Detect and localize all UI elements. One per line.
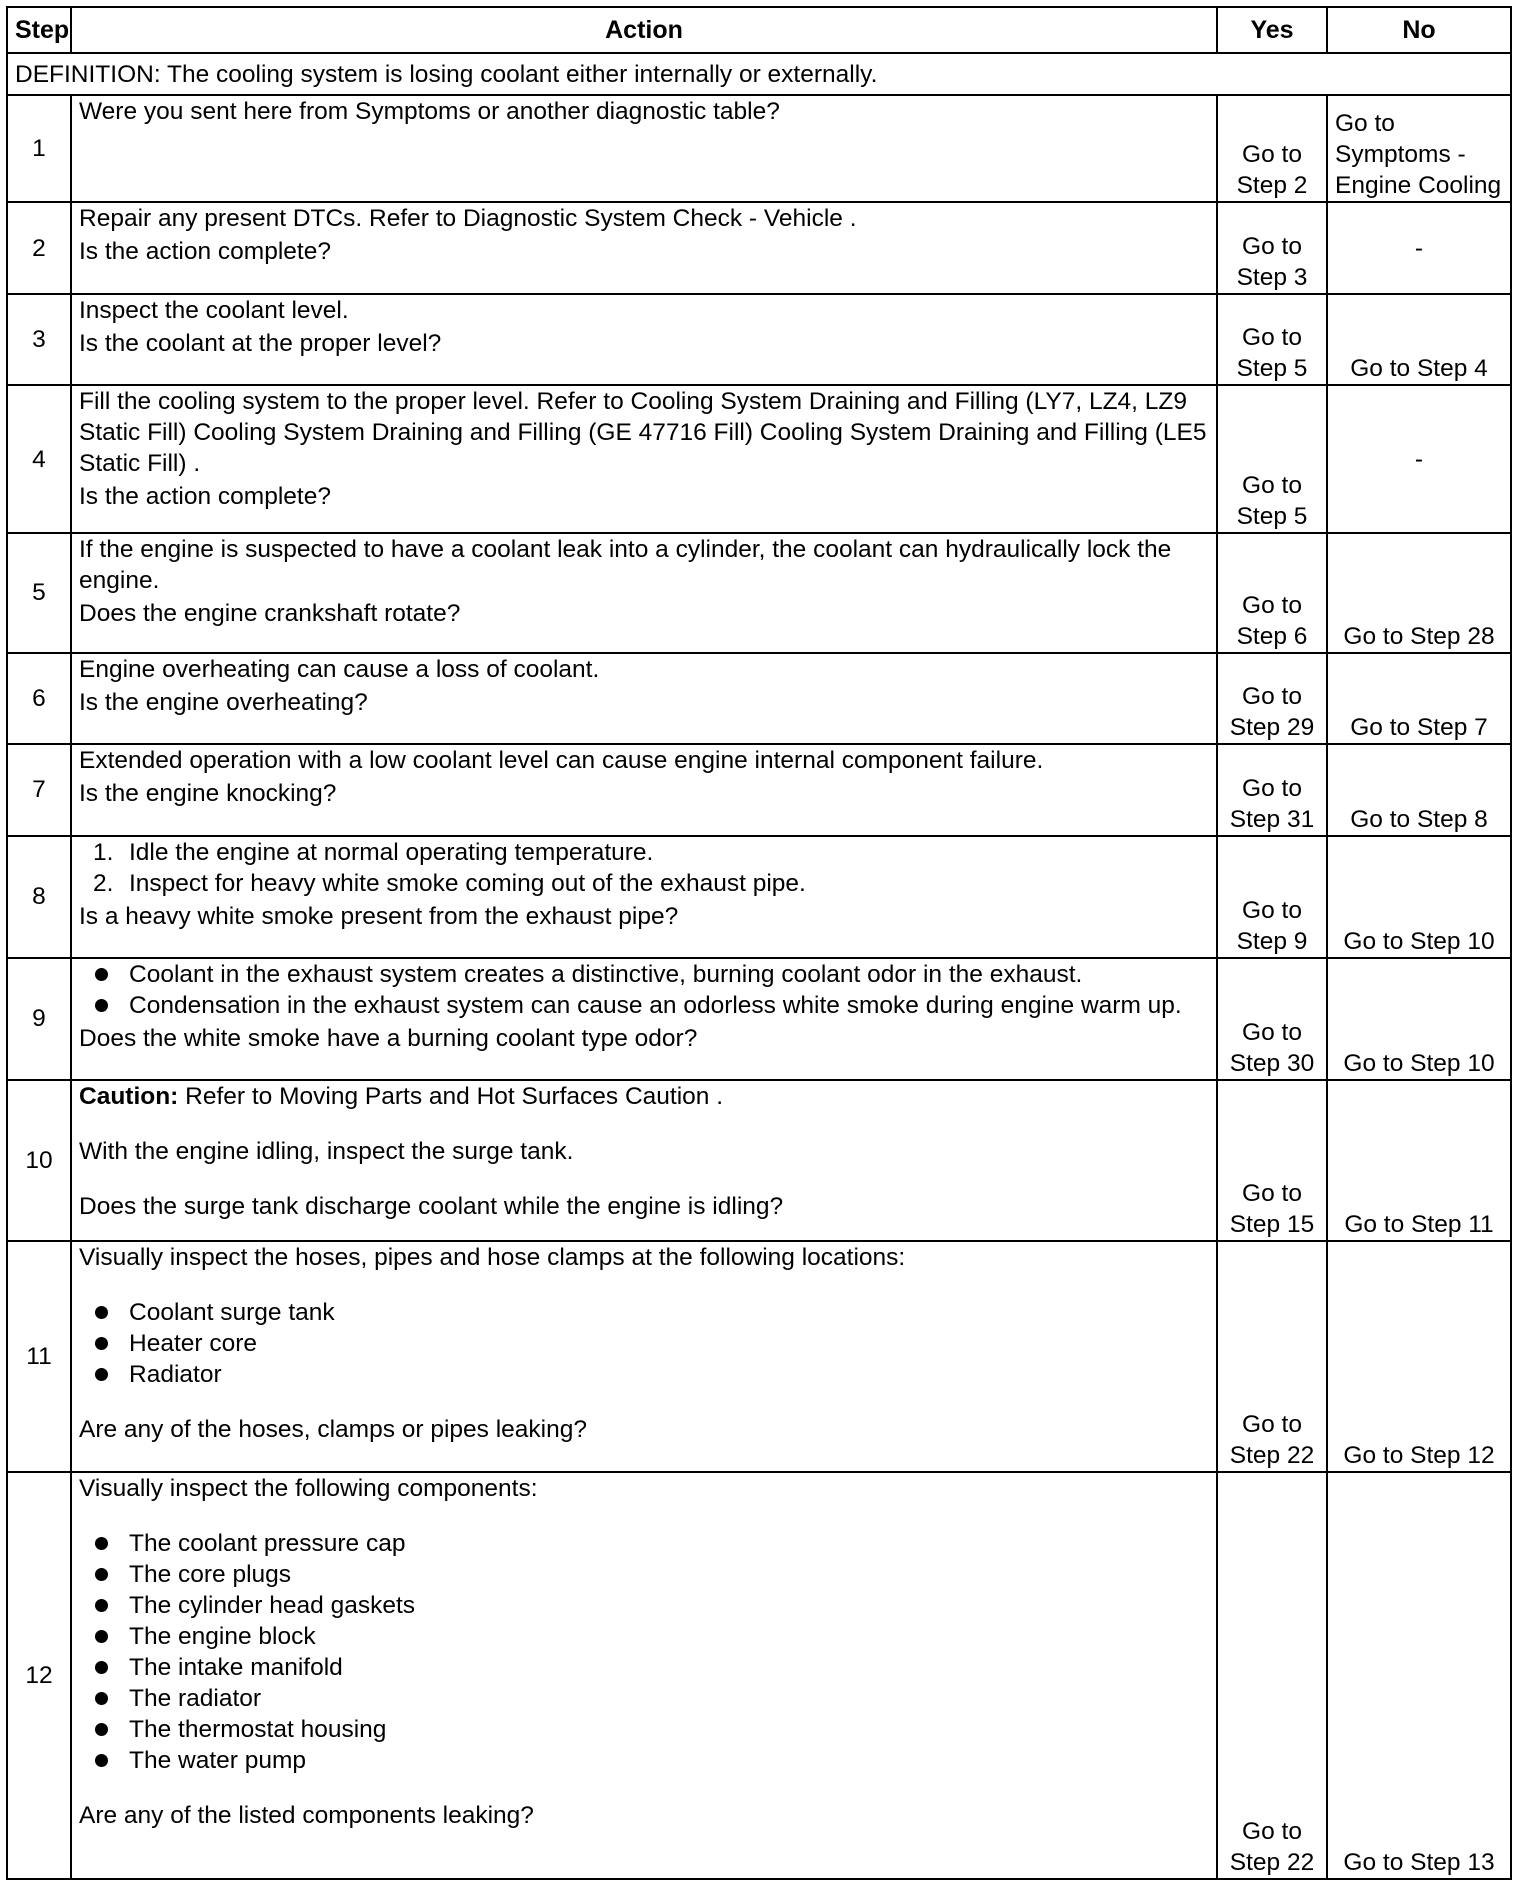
- no-cell: [1327, 653, 1511, 744]
- yes-text: Step 5: [1236, 355, 1308, 383]
- yes-cell: [1217, 836, 1327, 958]
- bullet-icon: [95, 1337, 108, 1350]
- list-number-1: 1.: [93, 838, 114, 866]
- step-number: 7: [7, 744, 71, 835]
- no-text: -: [1414, 445, 1424, 473]
- yes-text: Go to: [1242, 1411, 1302, 1439]
- yes-text: Step 31: [1229, 805, 1315, 833]
- bullet-icon: [95, 1368, 108, 1381]
- action-question: Is the action complete?: [79, 238, 331, 266]
- list-item: 2. Inspect for heavy white smoke coming out of the exhaust pipe.: [93, 869, 806, 897]
- table-row: [7, 1080, 1511, 1241]
- yes-text: Go to: [1242, 1180, 1302, 1208]
- yes-text: Step 15: [1229, 1211, 1315, 1239]
- yes-text: Step 9: [1236, 927, 1308, 955]
- definition-row: [7, 53, 1511, 95]
- yes-cell: [1217, 958, 1327, 1080]
- list-item: 1. Idle the engine at normal operating temperature.: [93, 838, 654, 866]
- list-item: The water pump: [79, 1745, 1209, 1776]
- step-number: 10: [7, 1080, 71, 1241]
- table-row: [7, 744, 1511, 835]
- step-number: 11: [7, 1241, 71, 1472]
- yes-text: Go to: [1242, 683, 1302, 711]
- no-text: Go to: [1335, 110, 1395, 138]
- table-row: [7, 836, 1511, 958]
- no-text: Go to Step 10: [1343, 1049, 1495, 1077]
- no-text: -: [1414, 234, 1424, 262]
- action-text: With the engine idling, inspect the surge tank.: [79, 1137, 574, 1165]
- yes-text: Go to: [1242, 774, 1302, 802]
- header-no: No: [1327, 7, 1511, 53]
- no-text: Go to Step 11: [1344, 1211, 1494, 1239]
- action-text: Inspect the coolant level.: [79, 296, 349, 324]
- no-text: Go to Step 13: [1343, 1849, 1495, 1876]
- no-cell: [1327, 202, 1511, 293]
- yes-cell: [1217, 1080, 1327, 1241]
- action-text: Visually inspect the hoses, pipes and hose clamps at the following locations:: [79, 1244, 906, 1272]
- action-question: Does the white smoke have a burning coolant type odor?: [79, 1024, 698, 1052]
- yes-text: Step 30: [1229, 1049, 1315, 1077]
- bullet-icon: [95, 1599, 108, 1612]
- action-text: Extended operation with a low coolant level can cause engine internal component failure.: [79, 747, 1044, 775]
- no-cell: [1327, 385, 1511, 533]
- yes-text: Step 29: [1229, 714, 1315, 742]
- yes-text: Step 22: [1229, 1849, 1315, 1876]
- yes-text: Go to: [1242, 1818, 1302, 1845]
- header-step: Step: [7, 7, 71, 53]
- yes-text: Go to: [1242, 472, 1302, 500]
- action-cell: [71, 958, 1217, 1080]
- list-item: The radiator: [79, 1683, 1209, 1714]
- step-number: 1: [7, 95, 71, 202]
- table-row: [7, 1241, 1511, 1472]
- action-question: Does the engine crankshaft rotate?: [79, 600, 461, 628]
- action-question: Are any of the listed components leaking?: [79, 1802, 534, 1830]
- action-text: Engine overheating can cause a loss of coolant.: [79, 655, 600, 683]
- no-text: Go to Step 10: [1343, 927, 1495, 955]
- yes-text: Go to: [1242, 141, 1302, 169]
- yes-text: Step 22: [1229, 1442, 1315, 1470]
- action-cell: [71, 744, 1217, 835]
- yes-text: Step 3: [1236, 263, 1308, 291]
- yes-text: Step 2: [1236, 172, 1308, 200]
- yes-cell: [1217, 744, 1327, 835]
- bullet-icon: [95, 1754, 108, 1767]
- table-row: [7, 294, 1511, 385]
- yes-cell: [1217, 294, 1327, 385]
- list-item: The intake manifold: [79, 1652, 1209, 1683]
- yes-cell: [1217, 653, 1327, 744]
- action-question: Is a heavy white smoke present from the exhaust pipe?: [79, 902, 679, 930]
- action-question: Is the action complete?: [79, 483, 331, 511]
- step-number: 8: [7, 836, 71, 958]
- action-question: Does the surge tank discharge coolant while the engine is idling?: [79, 1192, 784, 1220]
- no-cell: [1327, 294, 1511, 385]
- table-row: [7, 958, 1511, 1080]
- table-row: [7, 385, 1511, 533]
- step-number: 4: [7, 385, 71, 533]
- bullet-icon: [95, 1537, 108, 1550]
- header-action: Action: [71, 7, 1217, 53]
- yes-text: Go to: [1242, 896, 1302, 924]
- list-item: The core plugs: [79, 1559, 1209, 1590]
- list-item: Radiator: [79, 1359, 1209, 1390]
- action-text: Fill the cooling system to the proper level. Refer to Cooling System Draining and Filling (LY7, LZ4, LZ9 Static Fill) Cooling System Draining and Filling (GE 47716 Fill) Cooling System Draining and Filling (LE5 Static Fill) .: [79, 388, 1207, 478]
- no-cell: [1327, 533, 1511, 653]
- table-row: [7, 533, 1511, 653]
- no-cell: [1327, 958, 1511, 1080]
- no-text: Engine Cooling: [1335, 172, 1502, 200]
- action-question: Is the engine knocking?: [79, 780, 337, 808]
- step-number: 6: [7, 653, 71, 744]
- no-text: Symptoms -: [1335, 141, 1466, 169]
- bullet-icon: [95, 1568, 108, 1581]
- yes-cell: [1217, 533, 1327, 653]
- action-cell: [71, 1241, 1217, 1472]
- list-item: Coolant surge tank: [79, 1297, 1209, 1328]
- list-item: The thermostat housing: [79, 1714, 1209, 1745]
- no-cell: [1327, 1472, 1511, 1879]
- diagnostic-table: [6, 6, 1512, 1880]
- yes-text: Step 5: [1236, 503, 1308, 531]
- bullet-icon: [95, 1723, 108, 1736]
- caution-line: [79, 1081, 1209, 1112]
- table-row: [7, 202, 1511, 293]
- step-number: 12: [7, 1472, 71, 1879]
- no-cell: [1327, 836, 1511, 958]
- yes-cell: [1217, 202, 1327, 293]
- action-text: Were you sent here from Symptoms or another diagnostic table?: [79, 98, 780, 126]
- action-cell: [71, 294, 1217, 385]
- no-cell: [1327, 1080, 1511, 1241]
- yes-cell: [1217, 385, 1327, 533]
- bullet-icon: [95, 999, 108, 1012]
- yes-cell: [1217, 1241, 1327, 1472]
- action-question: Is the engine overheating?: [79, 688, 368, 716]
- no-text: Go to Step 28: [1343, 622, 1495, 650]
- step-number: 2: [7, 202, 71, 293]
- list-item: The coolant pressure cap: [79, 1528, 1209, 1559]
- table-row: [7, 653, 1511, 744]
- action-cell: [71, 385, 1217, 533]
- action-text: Repair any present DTCs. Refer to Diagnostic System Check - Vehicle .: [79, 205, 857, 233]
- no-cell: [1327, 95, 1511, 202]
- no-text: Go to Step 12: [1343, 1442, 1495, 1470]
- no-cell: [1327, 1241, 1511, 1472]
- bullet-icon: [95, 1630, 108, 1643]
- no-text: Go to Step 8: [1350, 805, 1488, 833]
- bullet-icon: [95, 968, 108, 981]
- header-yes: Yes: [1217, 7, 1327, 53]
- header-row: [7, 7, 1511, 53]
- table-row: [7, 1472, 1511, 1879]
- action-cell: [71, 1472, 1217, 1879]
- yes-text: Go to: [1242, 324, 1302, 352]
- step-number: 3: [7, 294, 71, 385]
- yes-text: Go to: [1242, 232, 1302, 260]
- action-cell: [71, 836, 1217, 958]
- yes-text: Go to: [1242, 591, 1302, 619]
- bullet-icon: [95, 1661, 108, 1674]
- action-text: Visually inspect the following components:: [79, 1475, 538, 1503]
- step-number: 5: [7, 533, 71, 653]
- action-text: If the engine is suspected to have a coolant leak into a cylinder, the coolant can hydraulically lock the engine.: [79, 536, 1172, 595]
- list-item: The cylinder head gaskets: [79, 1590, 1209, 1621]
- no-cell: [1327, 744, 1511, 835]
- no-text: Go to Step 7: [1350, 714, 1488, 742]
- list-item: Coolant in the exhaust system creates a distinctive, burning coolant odor in the exhaust.: [79, 959, 1209, 990]
- action-question: Is the coolant at the proper level?: [79, 329, 442, 357]
- list-item: Heater core: [79, 1328, 1209, 1359]
- list-number-2: 2.: [93, 869, 114, 897]
- action-cell: [71, 533, 1217, 653]
- action-cell: [71, 95, 1217, 202]
- list-item: The engine block: [79, 1621, 1209, 1652]
- action-cell: [71, 1080, 1217, 1241]
- table-row: [7, 95, 1511, 202]
- caution-text: Refer to Moving Parts and Hot Surfaces Caution .: [178, 1082, 724, 1110]
- caution-label: Caution:: [79, 1082, 179, 1110]
- action-question: Are any of the hoses, clamps or pipes leaking?: [79, 1416, 587, 1444]
- action-cell: [71, 202, 1217, 293]
- no-text: Go to Step 4: [1350, 355, 1488, 383]
- yes-cell: [1217, 95, 1327, 202]
- yes-text: Go to: [1242, 1018, 1302, 1046]
- list-item: Condensation in the exhaust system can cause an odorless white smoke during engine warm up.: [79, 990, 1209, 1021]
- action-cell: [71, 653, 1217, 744]
- bullet-icon: [95, 1692, 108, 1705]
- definition-text: DEFINITION: The cooling system is losing coolant either internally or externally.: [7, 53, 1511, 95]
- bullet-icon: [95, 1306, 108, 1319]
- yes-text: Step 6: [1236, 622, 1308, 650]
- step-number: 9: [7, 958, 71, 1080]
- yes-cell: [1217, 1472, 1327, 1879]
